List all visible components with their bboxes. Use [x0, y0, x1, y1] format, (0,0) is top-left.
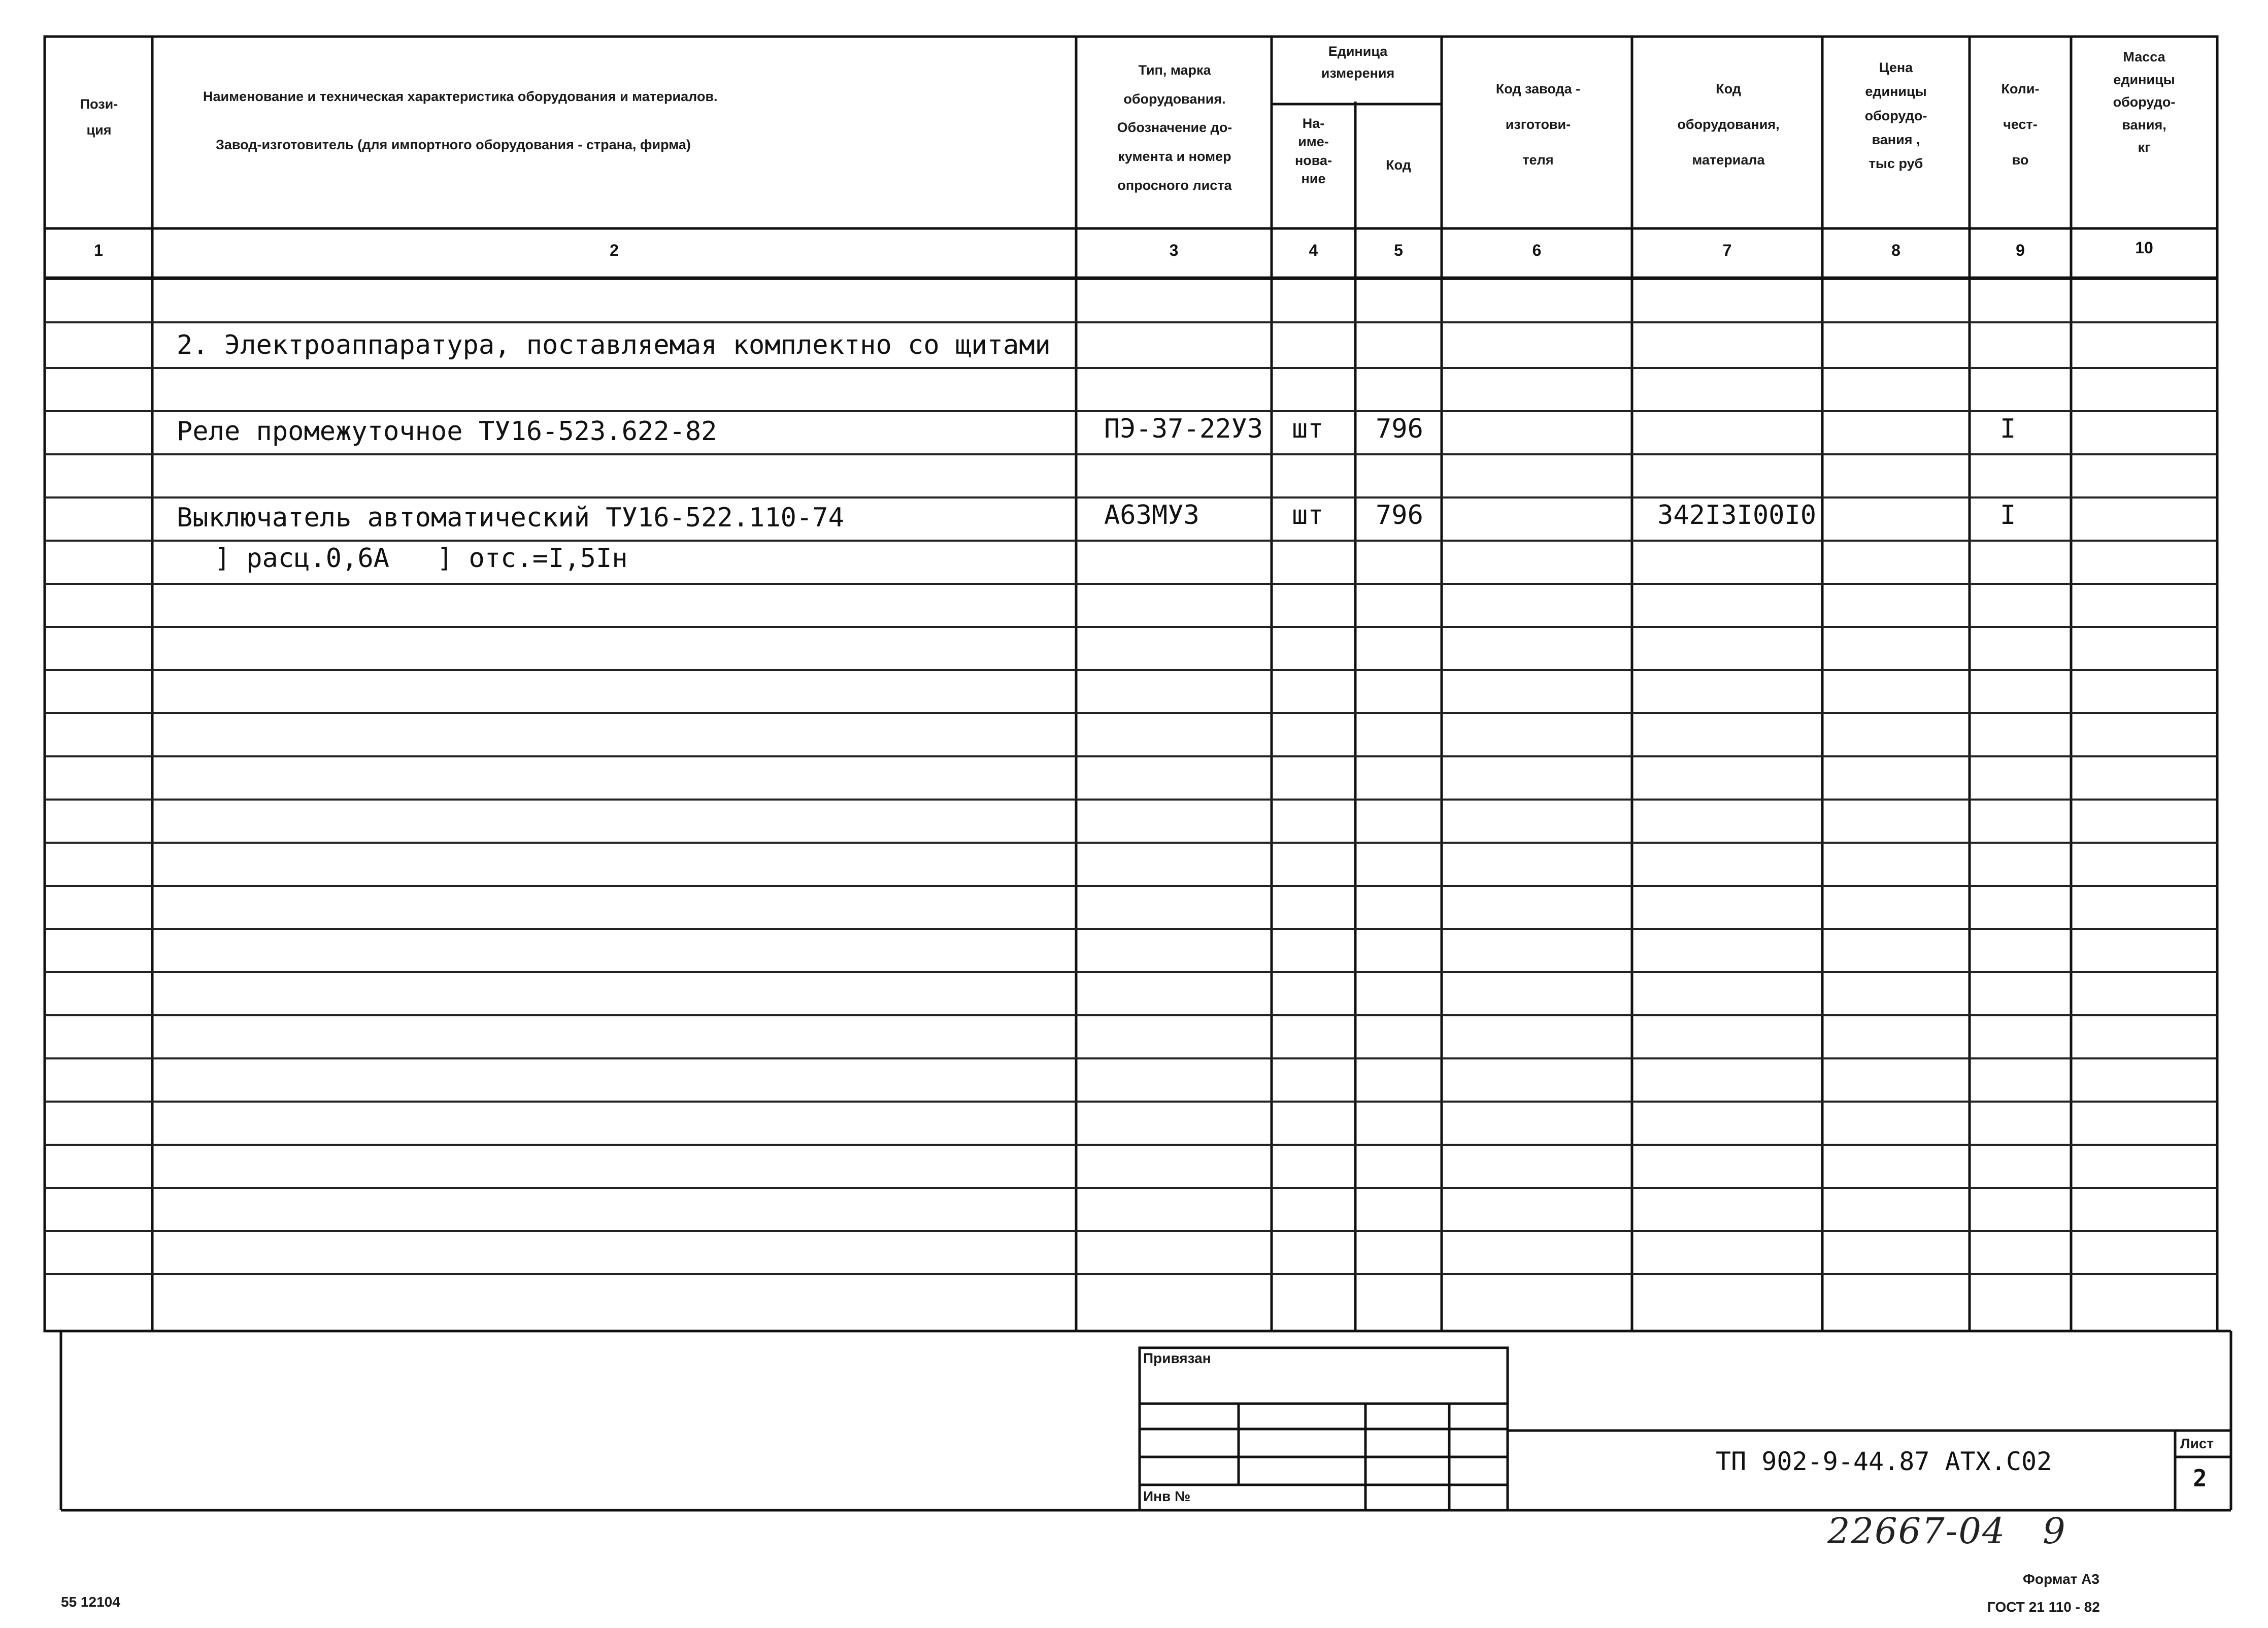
column-number-1: 1: [94, 241, 103, 259]
document-code: ТП 902-9-44.87 АТХ.С02: [1716, 1447, 2052, 1476]
sheet-label: Лист: [2180, 1436, 2214, 1451]
column-number-9: 9: [2016, 241, 2025, 259]
column-number-7: 7: [1722, 241, 1732, 259]
row-breaker-unit: шт: [1292, 500, 1324, 530]
table-frame: [45, 37, 2217, 1331]
column-number-6: 6: [1532, 241, 1542, 259]
header-name-line2: Завод-изготовитель (для импортного оборудования - страна, фирма): [216, 137, 691, 152]
row-breaker-qty: I: [2000, 500, 2016, 530]
format-label: Формат А3: [2023, 1571, 2099, 1587]
column-number-5: 5: [1394, 241, 1403, 259]
column-number-2: 2: [610, 241, 619, 259]
row-breaker-type: А63МУЗ: [1104, 500, 1199, 530]
row-breaker-equipment-code: 342I3I00I0: [1657, 500, 1817, 530]
row-relay-unit: шт: [1292, 414, 1324, 444]
column-number-8: 8: [1891, 241, 1900, 259]
header-unit-code: Код: [1386, 157, 1411, 173]
row-relay-code: 796: [1376, 414, 1423, 444]
inventory-label: Инв №: [1143, 1488, 1191, 1504]
header-factory-code: Код завода - изготови- теля: [1495, 81, 1581, 168]
header-unit-group: Единица измерения: [1321, 44, 1395, 81]
header-type: Тип, марка оборудования. Обозначение до- кумента и номер опросного листа: [1117, 62, 1232, 193]
column-number-10: 10: [2135, 239, 2153, 257]
row-breaker-currents: ] расц.0,6А ] отс.=I,5Iн: [183, 543, 628, 574]
attached-label: Привязан: [1143, 1350, 1211, 1366]
row-relay-qty: I: [2000, 414, 2016, 444]
header-name-line1: Наименование и техническая характеристика оборудования и материалов.: [203, 89, 718, 104]
handwritten-number: 22667-04 9: [1827, 1510, 2066, 1552]
column-number-4: 4: [1309, 241, 1318, 259]
header-price: Цена единицы оборудо- вания , тыс руб: [1864, 60, 1927, 171]
row-relay-name: Реле промежуточное ТУ16-523.622-82: [177, 416, 717, 447]
column-number-3: 3: [1169, 241, 1179, 259]
row-breaker-code: 796: [1376, 500, 1423, 530]
header-mass: Масса единицы оборудо- вания, кг: [2113, 49, 2176, 155]
row-relay-type: ПЭ-37-22УЗ: [1104, 414, 1263, 444]
header-quantity: Коли- чест- во: [2001, 81, 2040, 168]
bottom-left-code: 55 12104: [61, 1594, 120, 1610]
header-position: Пози- ция: [80, 96, 118, 138]
sheet-number: 2: [2193, 1465, 2207, 1492]
section-title: 2. Электроаппаратура, поставляемая комплектно со щитами: [177, 330, 1051, 360]
standard-label: ГОСТ 21 110 - 82: [1987, 1599, 2100, 1615]
header-unit-name: На- име- нова- ние: [1294, 116, 1332, 187]
row-breaker-name: Выключатель автоматический ТУ16-522.110-74: [177, 503, 844, 533]
header-equipment-code: Код оборудования, материала: [1677, 81, 1780, 168]
row-lines: [45, 322, 2217, 1274]
